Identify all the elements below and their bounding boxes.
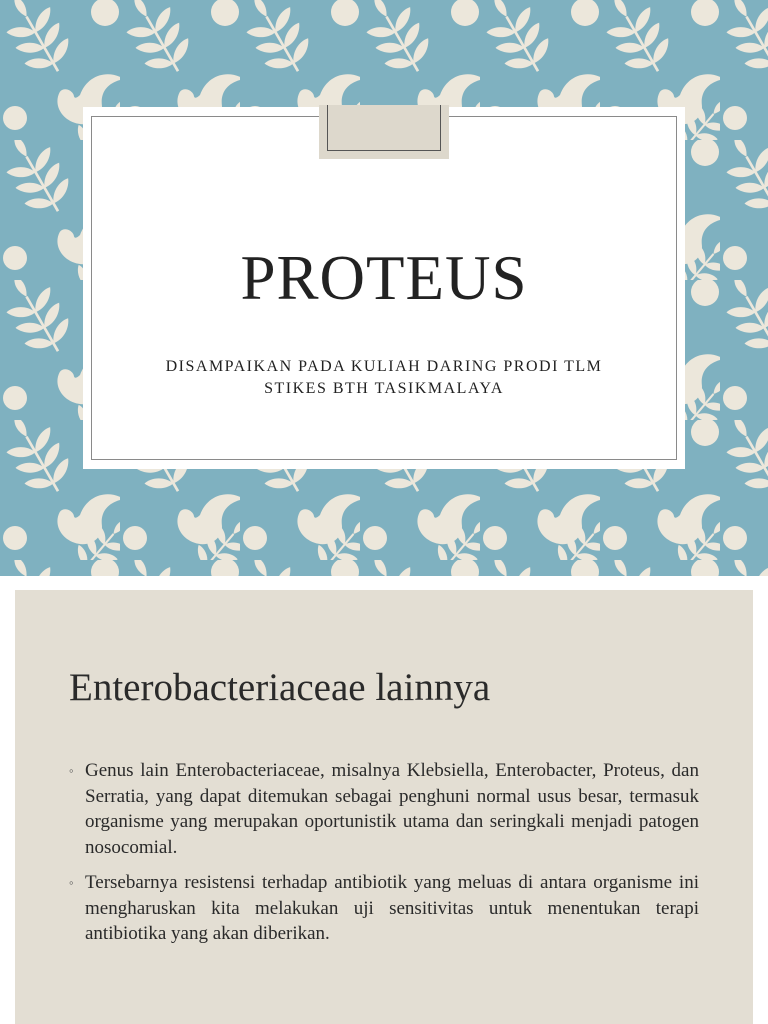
list-item [69, 870, 699, 947]
title-card [83, 107, 685, 469]
bullet-circle-icon: ◦ [69, 763, 74, 778]
bullet-circle-icon: ◦ [69, 875, 74, 890]
content-slide [15, 590, 753, 1024]
content-slide-title: Enterobacteriaceae lainnya [69, 666, 491, 709]
slide-subtitle [83, 356, 685, 400]
slide-title: PROTEUS [240, 243, 528, 313]
decorative-tab [319, 105, 449, 159]
bullet-text: Tersebarnya resistensi terhadap antibiotik yang meluas di antara organisme ini mengharuskan kita melakukan uji sensitivitas untuk menentukan terapi antibiotika yang akan diberikan. [85, 872, 699, 944]
bullet-text: Genus lain Enterobacteriaceae, misalnya Klebsiella, Enterobacter, Proteus, dan Serratia, yang dapat ditemukan sebagai penghuni normal usus besar, termasuk organisme yang merupakan oportunistik utama dan seringkali menjadi patogen nosocomial. [85, 760, 699, 858]
subtitle-line-2: STIKES BTH TASIKMALAYA [264, 380, 504, 397]
bullet-list [69, 758, 699, 957]
list-item [69, 758, 699, 860]
subtitle-line-1: DISAMPAIKAN PADA KULIAH DARING PRODI TLM [165, 358, 603, 375]
